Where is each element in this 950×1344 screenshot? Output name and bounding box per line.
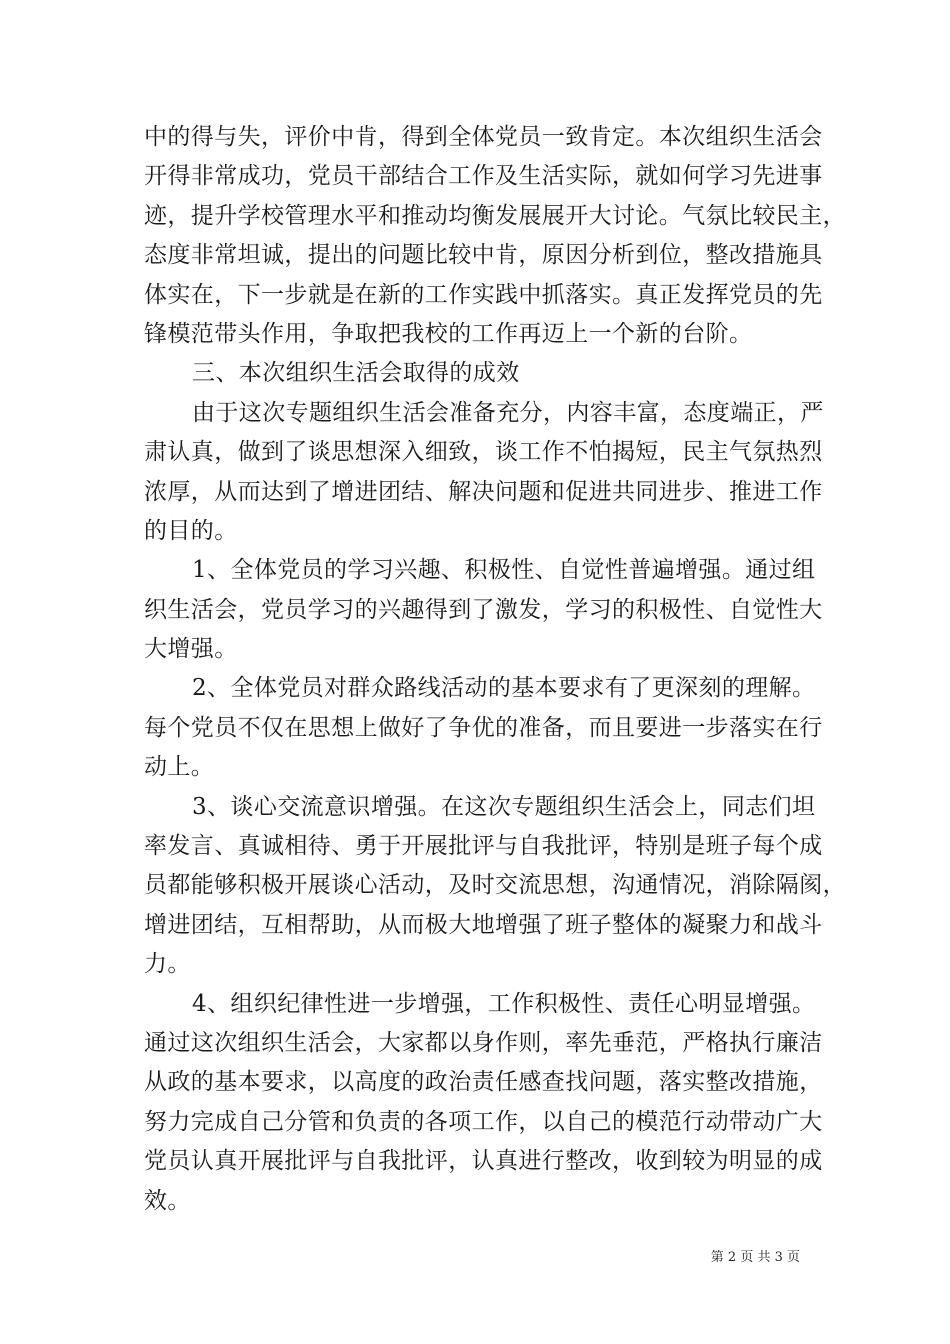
text-line: 肃认真，做到了谈思想深入细致，谈工作不怕揭短，民主气氛热烈 (144, 439, 823, 466)
text-line: 努力完成自己分管和负责的各项工作，以自己的模范行动带动广大 (144, 1108, 823, 1135)
text-line: 动上。 (144, 754, 215, 781)
text-line: 浓厚，从而达到了增进团结、解决问题和促进共同进步、推进工作 (144, 478, 823, 505)
text-line: 锋模范带头作用，争取把我校的工作再迈上一个新的台阶。 (144, 320, 753, 347)
text-line: 通过这次组织生活会，大家都以身作则，率先垂范，严格执行廉洁 (144, 1029, 823, 1056)
text-line: 开得非常成功，党员干部结合工作及生活实际，就如何学习先进事 (144, 163, 823, 190)
text-line: 的目的。 (144, 517, 238, 544)
text-line: 由于这次专题组织生活会准备充分，内容丰富，态度端正，严 (192, 399, 824, 426)
text-line: 党员认真开展批评与自我批评，认真进行整改，收到较为明显的成 (144, 1148, 823, 1175)
text-line: 率发言、真诚相待、勇于开展批评与自我批评，特别是班子每个成 (144, 833, 823, 860)
text-line: 3、谈心交流意识增强。在这次专题组织生活会上，同志们坦 (192, 793, 816, 820)
text-line: 增进团结，互相帮助，从而极大地增强了班子整体的凝聚力和战斗 (144, 911, 823, 938)
text-line: 迹，提升学校管理水平和推动均衡发展展开大讨论。气氛比较民主， (144, 202, 846, 229)
text-line: 效。 (144, 1187, 191, 1214)
page-number: 第 2 页 共 3 页 (710, 1250, 800, 1265)
text-line: 织生活会，党员学习的兴趣得到了激发，学习的积极性、自觉性大 (144, 596, 823, 623)
text-line: 大增强。 (144, 636, 238, 663)
text-line: 从政的基本要求，以高度的政治责任感查找问题，落实整改措施， (144, 1069, 823, 1096)
text-line: 力。 (144, 951, 191, 978)
text-line: 员都能够积极开展谈心活动，及时交流思想，沟通情况，消除隔阂， (144, 872, 846, 899)
text-line: 1、全体党员的学习兴趣、积极性、自觉性普遍增强。通过组 (192, 557, 816, 584)
text-line: 2、全体党员对群众路线活动的基本要求有了更深刻的理解。 (192, 675, 816, 702)
text-line: 态度非常坦诚，提出的问题比较中肯，原因分析到位，整改措施具 (144, 242, 823, 269)
text-line: 每个党员不仅在思想上做好了争优的准备，而且要进一步落实在行 (144, 714, 823, 741)
document-body (144, 118, 846, 1221)
text-line: 三、本次组织生活会取得的成效 (192, 360, 520, 387)
text-line: 中的得与失，评价中肯，得到全体党员一致肯定。本次组织生活会 (144, 124, 823, 150)
text-line: 4、组织纪律性进一步增强，工作积极性、责任心明显增强。 (192, 990, 816, 1017)
text-line: 体实在，下一步就是在新的工作实践中抓落实。真正发挥党员的先 (144, 281, 823, 308)
